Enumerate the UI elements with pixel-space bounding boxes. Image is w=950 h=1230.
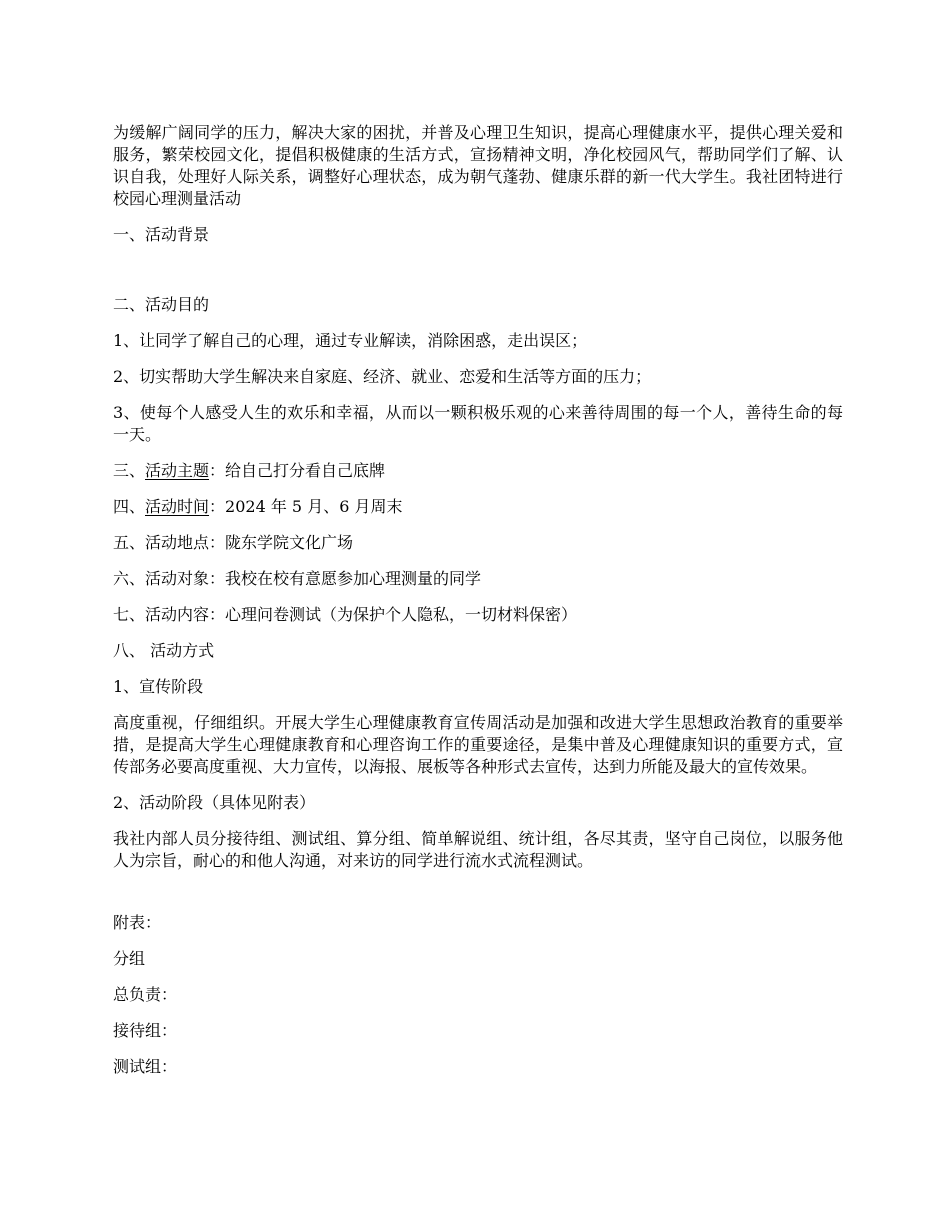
purpose-item-1: 1、让同学了解自己的心理，通过专业解读，消除困惑，走出误区；: [113, 331, 588, 350]
section-location: 五、活动地点：陇东学院文化广场: [113, 533, 354, 552]
section-time-value: ：2024 年 5 月、6 月周末: [209, 497, 403, 516]
appendix-title: 附表：: [113, 913, 162, 932]
section-theme-label: 活动主题: [145, 461, 210, 480]
section-theme-value: ：给自己打分看自己底牌: [209, 461, 386, 480]
section-background-heading: 一、活动背景: [113, 225, 210, 244]
section-method-heading: 八、 活动方式: [113, 641, 215, 660]
appendix-group: 分组: [113, 949, 146, 968]
phase2-title: 2、活动阶段（具体见附表）: [113, 793, 316, 812]
purpose-item-2: 2、切实帮助大学生解决来自家庭、经济、就业、恋爱和生活等方面的压力；: [113, 367, 652, 386]
phase2-body: 我社内部人员分接待组、测试组、算分组、简单解说组、统计组，各尽其责，坚守自己岗位，以服务他人为宗旨，耐心的和他人沟通，对来访的同学进行流水式流程测试。: [113, 829, 843, 870]
section-time-label: 活动时间: [145, 497, 210, 516]
section-theme: [113, 460, 843, 482]
phase1-body: 高度重视，仔细组织。开展大学生心理健康教育宣传周活动是加强和改进大学生思想政治教育的重要举措，是提高大学生心理健康教育和心理咨询工作的重要途径，是集中普及心理健康知识的重要方式，宣传部务必要高度重视、大力宣传，以海报、展板等各种形式去宣传，达到力所能及最大的宣传效果。: [113, 713, 843, 776]
section-audience: 六、活动对象：我校在校有意愿参加心理测量的同学: [113, 569, 482, 588]
section-theme-prefix: 三、: [113, 461, 146, 480]
section-time: [113, 496, 843, 518]
appendix-testing: 测试组：: [113, 1057, 178, 1076]
purpose-item-3: 3、使每个人感受人生的欢乐和幸福，从而以一颗积极乐观的心来善待周围的每一个人，善待生命的每一天。: [113, 403, 843, 444]
appendix-lead: 总负责：: [113, 985, 178, 1004]
section-purpose-heading: 二、活动目的: [113, 295, 210, 314]
phase1-title: 1、宣传阶段: [113, 677, 204, 696]
section-content: 七、活动内容：心理问卷测试（为保护个人隐私，一切材料保密）: [113, 605, 578, 624]
document-body: [113, 122, 843, 1092]
intro-paragraph: 为缓解广阔同学的压力，解决大家的困扰，并普及心理卫生知识，提高心理健康水平，提供心理关爱和服务，繁荣校园文化，提倡积极健康的生活方式，宣扬精神文明，净化校园风气，帮助同学们了解、认识自我，处理好人际关系，调整好心理状态，成为朝气蓬勃、健康乐群的新一代大学生。我社团特进行校园心理测量活动: [113, 123, 843, 208]
appendix-reception: 接待组：: [113, 1021, 178, 1040]
section-time-prefix: 四、: [113, 497, 146, 516]
